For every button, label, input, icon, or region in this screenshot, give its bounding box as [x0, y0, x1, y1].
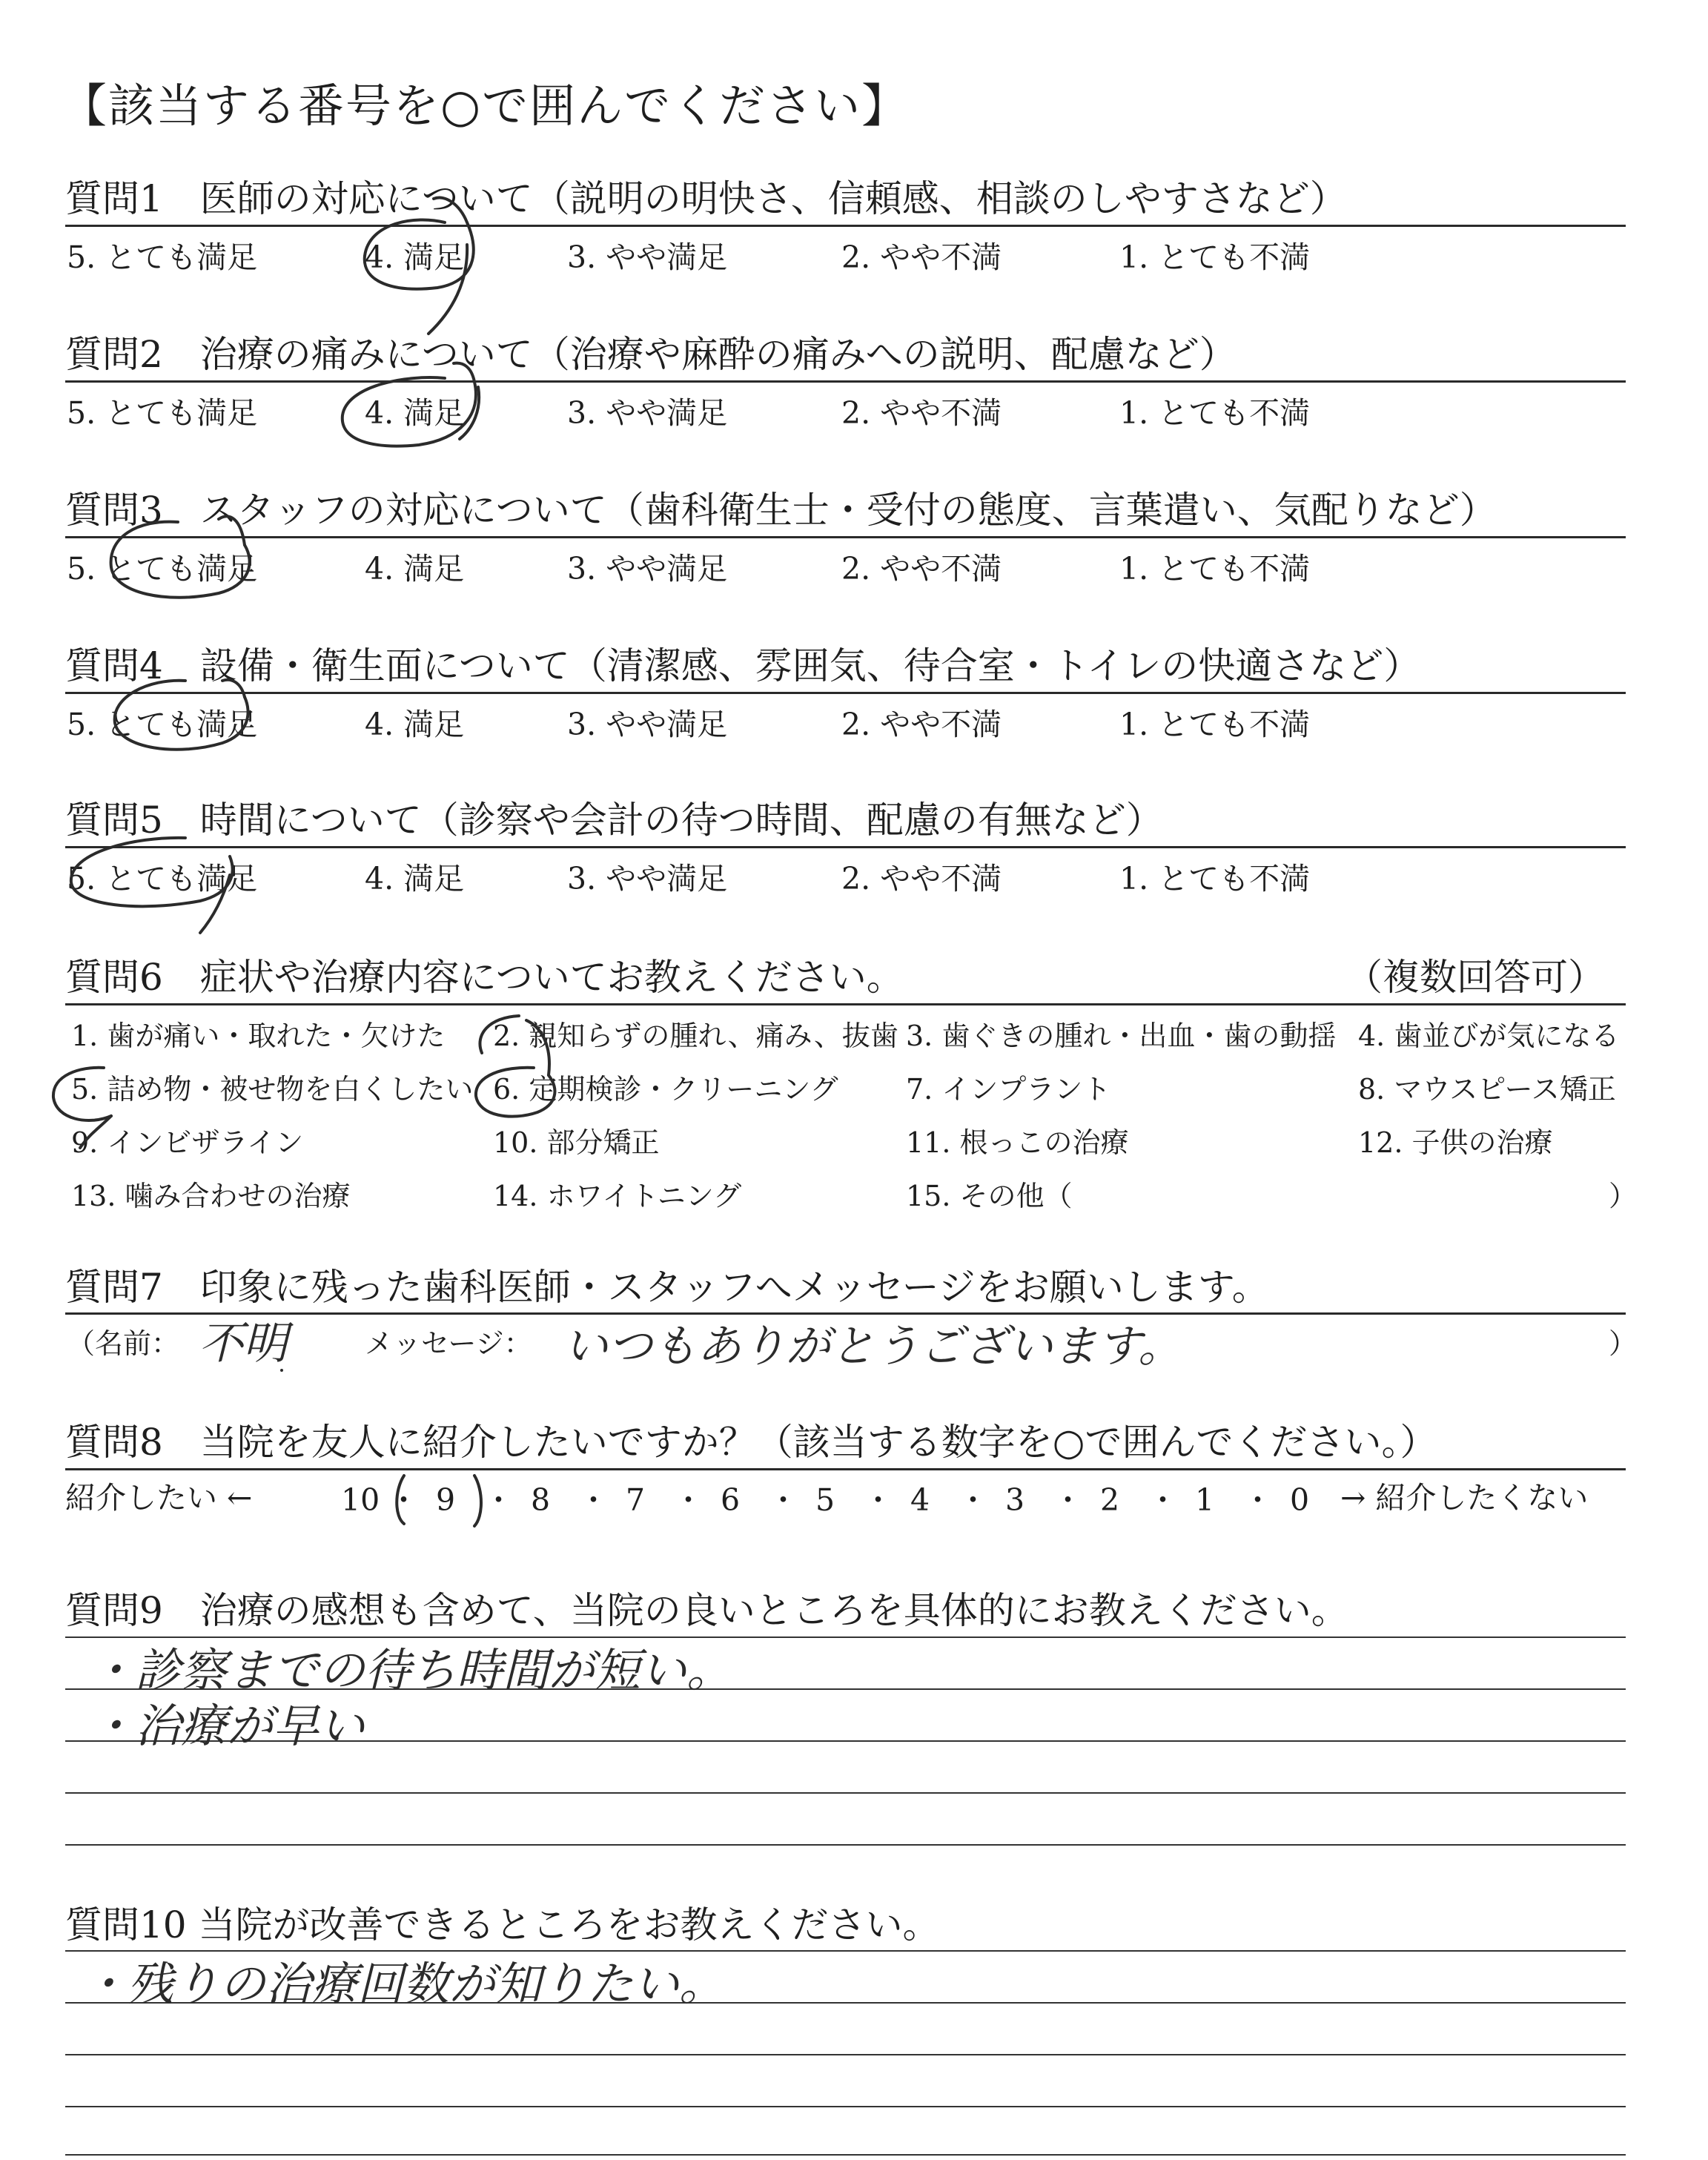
q6-item-1[interactable]: 1. 歯が痛い・取れた・欠けた	[71, 1020, 446, 1052]
q8-scale-separator: ・	[863, 1482, 893, 1518]
q6-item-5-circle	[53, 1068, 111, 1120]
q6-item-2[interactable]: 2. 親知らずの腫れ、痛み、抜歯	[493, 1020, 898, 1052]
q3-option-2[interactable]: 2. やや不満	[841, 551, 1002, 587]
q3-selection-tail	[219, 516, 245, 545]
q4-selection-circle	[115, 681, 248, 750]
q10-answer-1[interactable]: ・残りの治療回数が知りたい。	[82, 1957, 726, 2011]
q8-scale-separator: ・	[483, 1482, 514, 1518]
q6-title: 質問6 症状や治療内容についてお教えください。	[65, 956, 904, 999]
q8-scale-8[interactable]: 8	[531, 1482, 551, 1518]
q8-scale-0[interactable]: 0	[1290, 1482, 1310, 1518]
q6-item-11[interactable]: 11. 根っこの治療	[906, 1126, 1129, 1159]
q6-item-15-close: ）	[1609, 1180, 1638, 1212]
q8-scale-1[interactable]: 1	[1195, 1482, 1215, 1518]
q8-right-label: → 紹介したくない	[1340, 1480, 1589, 1516]
q3-option-1[interactable]: 1. とても不満	[1119, 551, 1311, 587]
q4-option-2[interactable]: 2. やや不満	[841, 707, 1002, 742]
q4-option-4[interactable]: 4. 満足	[365, 707, 465, 742]
q5-option-4[interactable]: 4. 満足	[365, 861, 465, 896]
q5-selection-tail	[200, 875, 230, 933]
q1-option-2[interactable]: 2. やや不満	[841, 240, 1002, 275]
q6-item-14[interactable]: 14. ホワイトニング	[493, 1180, 742, 1212]
q8-selection-circle	[397, 1476, 481, 1526]
q9-title: 質問9 治療の感想も含めて、当院の良いところを具体的にお教えください。	[65, 1589, 1348, 1632]
q4-option-1[interactable]: 1. とても不満	[1119, 707, 1311, 742]
q8-scale-separator: ・	[1053, 1482, 1083, 1518]
q6-item-13[interactable]: 13. 噛み合わせの治療	[71, 1180, 351, 1212]
q2-option-2[interactable]: 2. やや不満	[841, 395, 1002, 431]
q7-name-label: （名前：	[67, 1327, 180, 1360]
q2-option-1[interactable]: 1. とても不満	[1119, 395, 1311, 431]
q8-title: 質問8 当院を友人に紹介したいですか？（該当する数字を○で囲んでください。）	[65, 1421, 1437, 1464]
q2-option-3[interactable]: 3. やや満足	[567, 395, 728, 431]
q3-title: 質問3 スタッフの対応について（歯科衛生士・受付の態度、言葉遣い、気配りなど）	[65, 489, 1497, 532]
q6-item-3[interactable]: 3. 歯ぐきの腫れ・出血・歯の動揺	[906, 1020, 1337, 1052]
q8-scale-separator: ・	[768, 1482, 798, 1518]
q8-scale-9[interactable]: 9	[436, 1482, 456, 1518]
q6-item-7[interactable]: 7. インプラント	[906, 1073, 1111, 1106]
q1-selection-circle	[365, 198, 474, 289]
q6-item-4[interactable]: 4. 歯並びが気になる	[1358, 1020, 1620, 1052]
q3-selection-circle	[111, 522, 250, 598]
q8-scale-4[interactable]: 4	[910, 1482, 930, 1518]
q1-option-4[interactable]: 4. 満足	[365, 240, 465, 275]
q2-option-5[interactable]: 5. とても満足	[67, 395, 258, 431]
q6-item-5[interactable]: 5. 詰め物・被せ物を白くしたい	[71, 1073, 474, 1106]
q5-selection-circle	[71, 838, 233, 906]
q1-option-5[interactable]: 5. とても満足	[67, 240, 258, 275]
q5-option-1[interactable]: 1. とても不満	[1119, 861, 1311, 896]
q8-scale-separator: ・	[1242, 1482, 1273, 1518]
q7-message-value[interactable]: いつもありがとうございます。	[563, 1321, 1183, 1373]
q6-item-12[interactable]: 12. 子供の治療	[1358, 1126, 1553, 1159]
q10-title: 質問10 当院が改善できるところをお教えください。	[65, 1903, 940, 1946]
q7-close-paren: ）	[1609, 1327, 1638, 1360]
q8-scale-6[interactable]: 6	[721, 1482, 741, 1518]
q2-selection-circle	[342, 363, 476, 446]
q8-scale-separator: ・	[958, 1482, 988, 1518]
q8-left-label: 紹介したい ←	[65, 1480, 253, 1516]
q6-item-15[interactable]: 15. その他（	[906, 1180, 1073, 1212]
q2-option-4[interactable]: 4. 満足	[365, 395, 465, 431]
q1-option-3[interactable]: 3. やや満足	[567, 240, 728, 275]
q5-option-3[interactable]: 3. やや満足	[567, 861, 728, 896]
q3-option-3[interactable]: 3. やや満足	[567, 551, 728, 587]
q4-title: 質問4 設備・衛生面について（清潔感、雰囲気、待合室・トイレの快適さなど）	[65, 644, 1421, 687]
q8-scale-separator: ・	[673, 1482, 704, 1518]
q8-scale-7[interactable]: 7	[626, 1482, 646, 1518]
form-heading: 【該当する番号を○で囲んでください】	[61, 79, 910, 133]
q3-option-4[interactable]: 4. 満足	[365, 551, 465, 587]
q5-option-2[interactable]: 2. やや不満	[841, 861, 1002, 896]
q8-scale-10[interactable]: 10	[341, 1482, 380, 1518]
q9-answer-2[interactable]: ・治療が早い	[89, 1699, 365, 1753]
q1-title: 質問1 医師の対応について（説明の明快さ、信頼感、相談のしやすさなど）	[65, 177, 1347, 220]
q6-item-9[interactable]: 9. インビザライン	[71, 1126, 304, 1159]
q7-message-label: メッセージ：	[365, 1327, 532, 1360]
q5-title: 質問5 時間について（診察や会計の待つ時間、配慮の有無など）	[65, 799, 1163, 842]
q6-item-6-circle	[480, 1016, 519, 1053]
q8-scale-separator: ・	[388, 1482, 419, 1518]
q8-scale-separator: ・	[578, 1482, 609, 1518]
q6-multi-answer-note: （複数回答可）	[1345, 956, 1605, 999]
q6-item-8[interactable]: 8. マウスピース矯正	[1358, 1073, 1616, 1106]
q4-option-3[interactable]: 3. やや満足	[567, 707, 728, 742]
q4-selection-tail	[222, 680, 245, 697]
q2-title: 質問2 治療の痛みについて（治療や麻酔の痛みへの説明、配慮など）	[65, 333, 1237, 376]
q7-title: 質問7 印象に残った歯科医師・スタッフへメッセージをお願いします。	[65, 1266, 1269, 1309]
q8-scale-5[interactable]: 5	[815, 1482, 835, 1518]
q6-item-6-loop	[476, 1068, 555, 1117]
q7-name-value[interactable]: 不明	[199, 1318, 288, 1370]
q4-option-5[interactable]: 5. とても満足	[67, 707, 258, 742]
q9-answer-1[interactable]: ・診察までの待ち時間が短い。	[89, 1643, 733, 1697]
q6-item-6[interactable]: 6. 定期検診・クリーニング	[493, 1073, 838, 1106]
q6-item-10[interactable]: 10. 部分矯正	[493, 1126, 660, 1159]
q8-scale-3[interactable]: 3	[1005, 1482, 1025, 1518]
q8-scale-separator: ・	[1148, 1482, 1178, 1518]
q8-scale-2[interactable]: 2	[1100, 1482, 1120, 1518]
q5-option-5[interactable]: 5. とても満足	[67, 861, 258, 896]
q1-option-1[interactable]: 1. とても不満	[1119, 240, 1311, 275]
q3-option-5[interactable]: 5. とても満足	[67, 551, 258, 587]
